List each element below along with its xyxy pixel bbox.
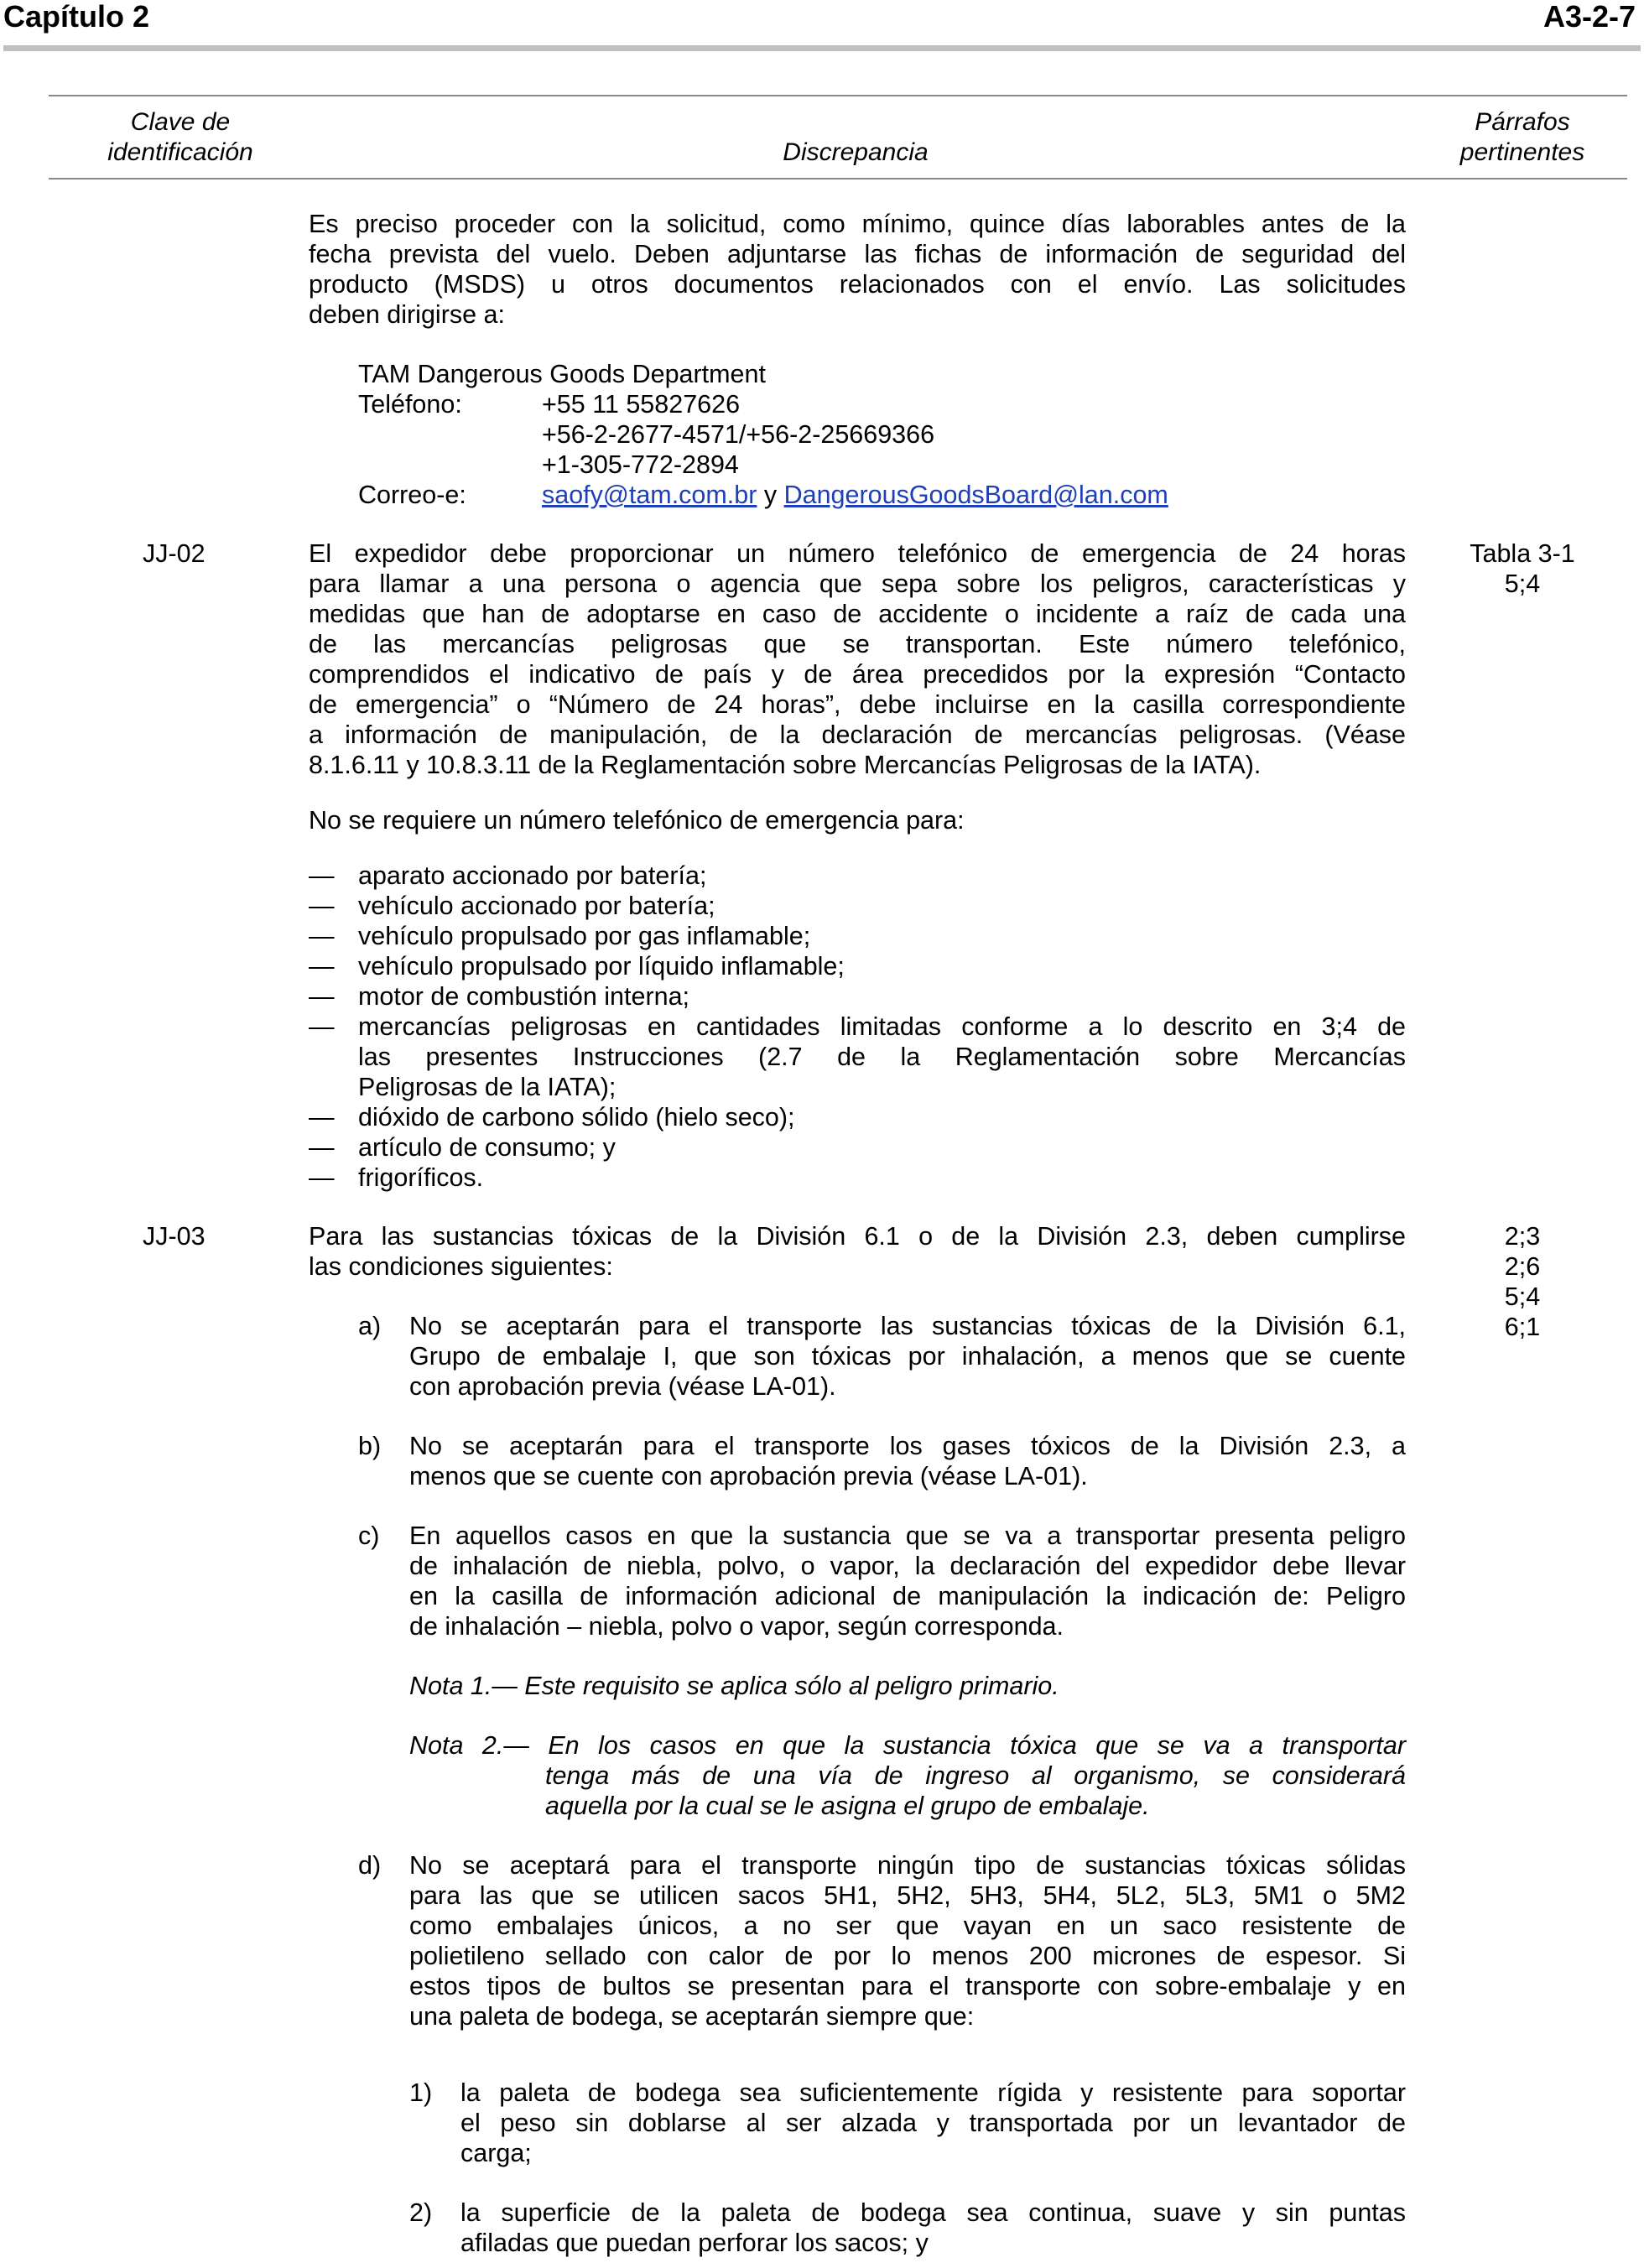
chapter-title: Capítulo 2 [3, 0, 150, 34]
item-a-line: No se aceptarán para el transporte las sustancias tóxicas de la División 6.1, [409, 1312, 1406, 1340]
email-link-tam[interactable]: saofy@tam.com.br [542, 481, 757, 509]
row-refs-jj03: 2;3 2;6 5;4 6;1 [1504, 1222, 1541, 1341]
jj03-intro-line: Para las sustancias tóxicas de la División 6.1 o de la División 2.3, deben cumplirse [309, 1222, 1406, 1251]
jj02-line: de las mercancías peligrosas que se transportan. Este número telefónico, [309, 630, 1406, 658]
bullet-item: vehículo accionado por batería; [358, 892, 715, 920]
note-2-line: aquella por la cual se le asigna el grupo de embalaje. [545, 1792, 1150, 1820]
intro-line: Es preciso proceder con la solicitud, como mínimo, quince días laborables antes de la [309, 210, 1406, 238]
item-label-d: d) [358, 1851, 382, 1880]
jj03-intro-line: las condiciones siguientes: [309, 1252, 613, 1281]
bullet-item: vehículo propulsado por gas inflamable; [358, 922, 811, 950]
jj02-line: de emergencia” o “Número de 24 horas”, debe incluirse en la casilla correspondiente [309, 690, 1406, 719]
bullet-dash: — [309, 1012, 335, 1041]
bullet-item: frigoríficos. [358, 1163, 484, 1192]
page-number: A3-2-7 [1543, 0, 1636, 34]
note-1: Nota 1.— Este requisito se aplica sólo al peligro primario. [409, 1672, 1059, 1700]
item-c-line: de inhalación – niebla, polvo o vapor, según corresponda. [409, 1612, 1064, 1641]
bullet-item-cont: las presentes Instrucciones (2.7 de la Reglamentación sobre Mercancías [358, 1043, 1406, 1071]
item-d-line: No se aceptará para el transporte ningún tipo de sustancias tóxicas sólidas [409, 1851, 1406, 1880]
item-c-line: En aquellos casos en que la sustancia que se va a transportar presenta peligro [409, 1522, 1406, 1550]
item-d-line: para las que se utilicen sacos 5H1, 5H2, 5H3, 5H4, 5L2, 5L3, 5M1 o 5M2 [409, 1881, 1406, 1910]
row-code-jj02: JJ-02 [143, 539, 206, 568]
bullet-dash: — [309, 1103, 335, 1131]
item-label-a: a) [358, 1312, 382, 1340]
item-b-line: menos que se cuente con aprobación previa (véase LA-01). [409, 1462, 1088, 1490]
item-d-line: polietileno sellado con calor de por lo menos 200 micrones de espesor. Si [409, 1942, 1406, 1970]
bullet-dash: — [309, 1163, 335, 1192]
jj02-line: El expedidor debe proporcionar un número telefónico de emergencia de 24 horas [309, 539, 1406, 568]
item-d-line: estos tipos de bultos se presentan para el transporte con sobre-embalaje y en [409, 1972, 1406, 2000]
row-code-jj03: JJ-03 [143, 1222, 206, 1251]
phone-label: Teléfono: [358, 390, 462, 419]
intro-line: deben dirigirse a: [309, 300, 505, 329]
email-label: Correo-e: [358, 481, 466, 509]
phone-number: +1-305-772-2894 [542, 450, 739, 479]
bullet-dash: — [309, 892, 335, 920]
bullet-item: vehículo propulsado por líquido inflamable; [358, 952, 845, 981]
table-top-rule [49, 95, 1627, 96]
note-2-line: Nota 2.— En los casos en que la sustancia tóxica que se va a transportar [409, 1731, 1406, 1760]
note-2-line: tenga más de una vía de ingreso al organismo, se considerará [545, 1761, 1406, 1790]
item-a-line: Grupo de embalaje I, que son tóxicas por inhalación, a menos que se cuente [409, 1342, 1406, 1371]
intro-line: fecha prevista del vuelo. Deben adjuntarse las fichas de información de seguridad del [309, 240, 1406, 268]
subitem-label-1: 1) [409, 2078, 433, 2107]
phone-number: +56-2-2677-4571/+56-2-25669366 [542, 420, 935, 449]
jj02-line: medidas que han de adoptarse en caso de accidente o incidente a raíz de cada una [309, 600, 1406, 628]
item-label-c: c) [358, 1522, 380, 1550]
item-c-line: de inhalación de niebla, polvo, o vapor, la declaración del expedidor debe llevar [409, 1552, 1406, 1580]
phone-number: +55 11 55827626 [542, 390, 741, 419]
email-link-lan[interactable]: DangerousGoodsBoard@lan.com [783, 481, 1168, 509]
bullet-item: aparato accionado por batería; [358, 861, 707, 890]
bullet-dash: — [309, 982, 335, 1011]
bullet-item-cont: Peligrosas de la IATA); [358, 1073, 616, 1101]
subitem-1-line: el peso sin doblarse al ser alzada y transportada por un levantador de [460, 2109, 1406, 2137]
item-d-line: una paleta de bodega, se aceptarán siempre que: [409, 2002, 975, 2031]
jj02-line: 8.1.6.11 y 10.8.3.11 de la Reglamentación sobre Mercancías Peligrosas de la IATA). [309, 751, 1262, 779]
col-header-refs: Párrafos pertinentes [1459, 108, 1585, 166]
jj02-line: comprendidos el indicativo de país y de área precedidos por la expresión “Contacto [309, 660, 1406, 689]
item-label-b: b) [358, 1432, 382, 1460]
subitem-1-line: carga; [460, 2139, 532, 2167]
jj02-exemption-intro: No se requiere un número telefónico de emergencia para: [309, 806, 965, 835]
item-d-line: como embalajes únicos, a no ser que vayan en un saco resistente de [409, 1912, 1406, 1940]
row-refs-jj02: Tabla 3-1 5;4 [1470, 539, 1575, 598]
bullet-dash: — [309, 861, 335, 890]
dept-name: TAM Dangerous Goods Department [358, 360, 766, 388]
header-rule [3, 45, 1641, 51]
bullet-dash: — [309, 952, 335, 981]
item-c-line: en la casilla de información adicional de manipulación la indicación de: Peligro [409, 1582, 1406, 1610]
jj02-line: para llamar a una persona o agencia que sepa sobre los peligros, características y [309, 570, 1406, 598]
table-header-bottom-rule [49, 178, 1627, 179]
subitem-2-line: afiladas que puedan perforar los sacos; y [460, 2229, 929, 2257]
bullet-item: dióxido de carbono sólido (hielo seco); [358, 1103, 795, 1131]
bullet-item: artículo de consumo; y [358, 1133, 616, 1162]
subitem-2-line: la superficie de la paleta de bodega sea continua, suave y sin puntas [460, 2198, 1406, 2227]
bullet-item: mercancías peligrosas en cantidades limitadas conforme a lo descrito en 3;4 de [358, 1012, 1406, 1041]
col-header-discrepancy: Discrepancia [783, 138, 929, 166]
email-conjunction: y [763, 481, 778, 509]
col-header-id: Clave de identificación [107, 108, 253, 166]
bullet-dash: — [309, 1133, 335, 1162]
email-line [542, 480, 1168, 510]
item-a-line: con aprobación previa (véase LA-01). [409, 1372, 836, 1401]
bullet-dash: — [309, 922, 335, 950]
jj02-line: a información de manipulación, de la declaración de mercancías peligrosas. (Véase [309, 720, 1406, 749]
bullet-item: motor de combustión interna; [358, 982, 690, 1011]
subitem-1-line: la paleta de bodega sea suficientemente rígida y resistente para soportar [460, 2078, 1406, 2107]
intro-line: producto (MSDS) u otros documentos relacionados con el envío. Las solicitudes [309, 270, 1406, 299]
item-b-line: No se aceptarán para el transporte los gases tóxicos de la División 2.3, a [409, 1432, 1406, 1460]
subitem-label-2: 2) [409, 2198, 433, 2227]
